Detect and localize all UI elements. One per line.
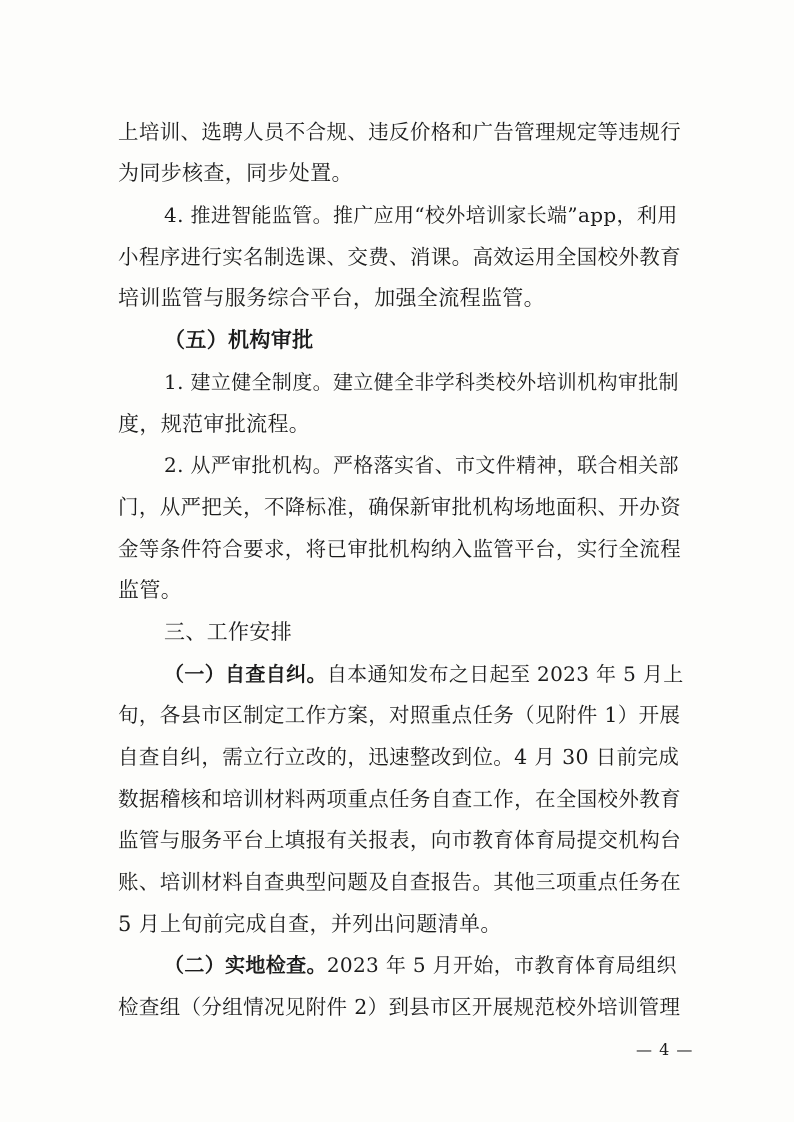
page-number: — 4 —: [636, 1040, 694, 1059]
body-text-line: 自查自纠，需立行立改的，迅速整改到位。4 月 30 日前完成: [118, 745, 680, 769]
numbered-paragraph: 1. 建立健全制度。建立健全非学科类校外培训机构审批制: [164, 370, 679, 394]
numbered-paragraph: 4. 推进智能监管。推广应用“校外培训家长端”app，利用: [164, 203, 678, 227]
body-text-line: 门，从严把关，不降标准，确保新审批机构场地面积、开办资: [118, 495, 681, 519]
body-text-line: 为同步核查，同步处置。: [118, 161, 353, 185]
body-text-line: 旬，各县市区制定工作方案，对照重点任务（见附件 1）开展: [118, 703, 681, 727]
paragraph-text: 2023 年 5 月开始，市教育体育局组织: [326, 953, 677, 977]
body-text-line: 金等条件符合要求，将已审批机构纳入监管平台，实行全流程: [118, 537, 681, 561]
subsection-heading: （二）实地检查。: [164, 953, 327, 977]
body-text-line: 小程序进行实名制选课、交费、消课。高效运用全国校外教育: [118, 245, 681, 269]
section-heading: （五）机构审批: [164, 327, 314, 352]
chapter-heading: 三、工作安排: [164, 620, 293, 644]
body-text-line: 上培训、选聘人员不合规、违反价格和广告管理规定等违规行: [118, 120, 681, 144]
paragraph-text: 自本通知发布之日起至 2023 年 5 月上: [326, 662, 684, 686]
numbered-paragraph: 2. 从严审批机构。严格落实省、市文件精神，联合相关部: [164, 453, 679, 477]
body-text-line: 检查组（分组情况见附件 2）到县市区开展规范校外培训管理: [118, 995, 681, 1019]
body-text-line: 5 月上旬前完成自查，并列出问题清单。: [118, 912, 502, 936]
body-text-line: 度，规范审批流程。: [118, 412, 311, 436]
body-text-line: 监管与服务平台上填报有关报表，向市教育体育局提交机构台: [118, 828, 681, 852]
body-text-line: 培训监管与服务综合平台，加强全流程监管。: [118, 286, 545, 310]
body-text-line: 监管。: [118, 578, 183, 602]
body-text-line: 数据稽核和培训材料两项重点任务自查工作，在全国校外教育: [118, 787, 681, 811]
body-text-line: 账、培训材料自查典型问题及自查报告。其他三项重点任务在: [118, 870, 681, 894]
subsection-heading: （一）自查自纠。: [164, 662, 327, 686]
subsection-paragraph: [164, 659, 684, 689]
subsection-paragraph: [164, 950, 677, 980]
